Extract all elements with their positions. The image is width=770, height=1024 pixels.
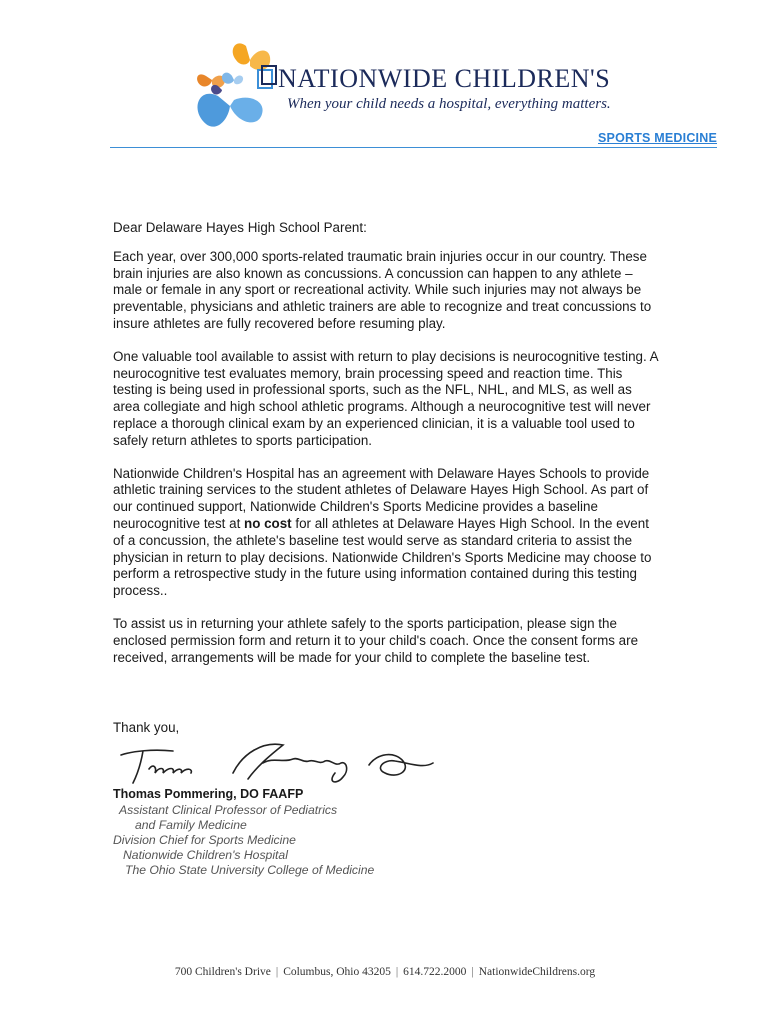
butterfly-icon xyxy=(188,36,288,136)
footer-separator: | xyxy=(395,966,399,978)
closing: Thank you, xyxy=(113,720,180,735)
logo xyxy=(188,36,611,136)
signer-name: Thomas Pommering, DO FAAFP xyxy=(113,787,304,801)
signer-titles xyxy=(113,803,374,878)
department-label: SPORTS MEDICINE xyxy=(598,131,717,145)
signer-title: The Ohio State University College of Medicine xyxy=(125,863,375,877)
footer-address: 700 Children's Drive xyxy=(174,966,271,978)
signer-title: Division Chief for Sports Medicine xyxy=(113,833,296,847)
footer xyxy=(0,966,770,978)
paragraph-3-start: Nationwide Children's Hospital has an agreement with Delaware Hayes Schools to provide athletic training services to the student athletes of Delaware Hayes High School. As part of our continued support, Nationwide Children's Sports Medicine provides a baseline neurocognitive test at xyxy=(113,465,650,531)
paragraph-3-end: for all athletes at Delaware Hayes High School. In the event of a concussion, the athlete's baseline test would serve as standard criteria to assist the physician in return to play decisions. Nationwide Children's Sports Medicine may choose to perform a retrospective study in the future using information contained during this testing process.. xyxy=(113,515,652,599)
footer-phone: 614.722.2000 xyxy=(403,966,467,978)
footer-city: Columbus, Ohio 43205 xyxy=(283,966,391,978)
paragraph-1: Each year, over 300,000 sports-related traumatic brain injuries occur in our country. These brain injuries are also known as concussions. A concussion can happen to any athlete – male or female in any sport or recreational activity. While such injuries may not always be preventable, physicians and athletic trainers are able to recognize and treat concussions to insure athletes are fully recovered before resuming play. xyxy=(113,248,652,331)
letter-body xyxy=(113,220,661,682)
paragraph-2: One valuable tool available to assist with return to play decisions is neurocognitive testing. A neurocognitive test evaluates memory, brain processing speed and reaction time. This testing is being used in professional sports, such as the NFL, NHL, and MLS, as well as area collegiate and high school athletic programs. Although a neurocognitive test will never replace a thorough clinical exam by an experienced clinician, it is a valuable tool used to safely return athletes to sports participation. xyxy=(113,348,658,448)
signer-title: and Family Medicine xyxy=(135,818,247,832)
footer-separator: | xyxy=(471,966,474,978)
footer-separator: | xyxy=(275,966,279,978)
header-divider xyxy=(110,147,717,148)
paragraph-3 xyxy=(113,466,661,600)
signer-title: Assistant Clinical Professor of Pediatrics xyxy=(119,803,338,817)
paragraph-4: To assist us in returning your athlete safely to the sports participation, please sign the enclosed permission form and return it to your child's coach. Once the consent forms are received, arrangements will be made for your child to complete the baseline test. xyxy=(113,615,639,665)
signer-title: Nationwide Children's Hospital xyxy=(123,848,288,862)
footer-website: NationwideChildrens.org xyxy=(478,966,596,978)
signature-icon xyxy=(113,733,443,793)
salutation: Dear Delaware Hayes High School Parent: xyxy=(113,220,367,235)
org-name: NATIONWIDE CHILDREN'S xyxy=(278,64,611,93)
no-cost-emphasis: no cost xyxy=(244,515,292,531)
tagline: When your child needs a hospital, everything matters. xyxy=(287,96,611,112)
